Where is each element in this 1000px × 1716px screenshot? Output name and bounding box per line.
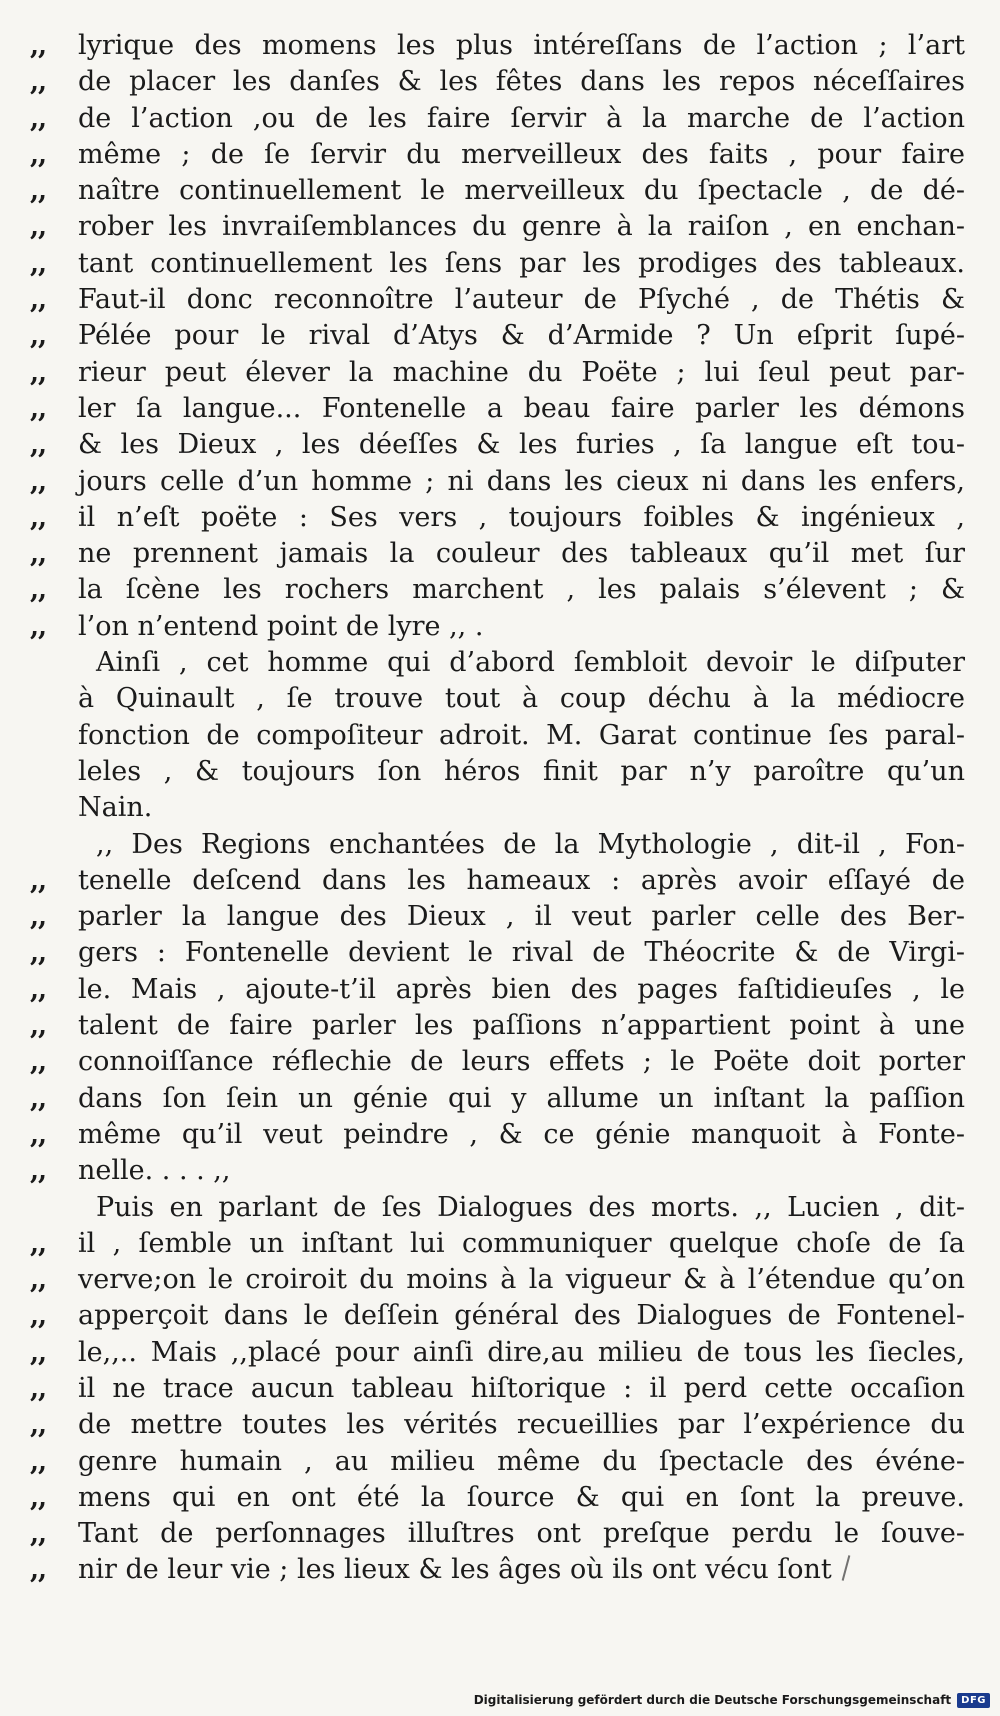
line-text: dans ſon ſein un génie qui y allume un inſtant la paſſion xyxy=(78,1082,965,1114)
text-line xyxy=(30,1407,965,1443)
line-text: Pélée pour le rival d’Atys & d’Armide ? Un eſprit ſupé- xyxy=(78,320,965,352)
quote-mark: ,, xyxy=(30,539,47,570)
text-line xyxy=(30,209,965,245)
text-line xyxy=(30,718,965,754)
text-line xyxy=(30,645,965,681)
line-text: Puis en parlant de ſes Dialogues des morts. ,, Lucien , dit- xyxy=(96,1191,965,1223)
text-line xyxy=(30,282,965,318)
line-text: genre humain , au milieu même du ſpectacle des événe- xyxy=(78,1445,965,1477)
quote-mark: ,, xyxy=(30,1555,47,1586)
text-line xyxy=(30,1298,965,1334)
quote-mark: ,, xyxy=(30,1047,47,1078)
quote-mark: ,, xyxy=(30,1519,47,1550)
text-line xyxy=(30,935,965,971)
line-text: Faut-il donc reconnoître l’auteur de Pſyché , de Thétis & xyxy=(78,284,965,316)
text-line xyxy=(30,464,965,500)
quote-mark: ,, xyxy=(30,31,47,61)
text-line xyxy=(30,427,965,463)
line-text: rober les invraiſemblances du genre à la raiſon , en enchan- xyxy=(78,211,965,243)
line-text: même ; de ſe ſervir du merveilleux des faits , pour faire xyxy=(78,138,965,170)
line-text: jours celle d’un homme ; ni dans les cieux ni dans les enfers, xyxy=(78,465,965,497)
text-line xyxy=(30,681,965,717)
line-text: il ne trace aucun tableau hiſtorique : il perd cette occaſion xyxy=(78,1372,965,1404)
text-line xyxy=(30,1371,965,1407)
text-line xyxy=(30,1117,965,1153)
text-line xyxy=(30,28,965,64)
text-line xyxy=(30,1262,965,1298)
quote-mark: ,, xyxy=(30,1156,47,1187)
text-line xyxy=(30,1516,965,1552)
text-line xyxy=(30,1008,965,1044)
quote-mark: ,, xyxy=(30,902,47,933)
quote-mark: ,, xyxy=(30,502,47,533)
text-line xyxy=(30,318,965,354)
line-text: ler ſa langue... Fontenelle a beau faire parler les démons xyxy=(78,392,965,424)
quote-mark: ,, xyxy=(30,974,47,1005)
text-line xyxy=(30,1335,965,1371)
line-text: l’on n’entend point de lyre ,, . xyxy=(78,610,484,642)
quote-mark: ,, xyxy=(30,139,47,170)
quote-mark: ,, xyxy=(30,1373,47,1404)
line-text: Nain. xyxy=(78,792,153,824)
digitization-credit xyxy=(474,1688,990,1712)
line-text: de l’action ,ou de les faire ſervir à la marche de l’action xyxy=(78,102,965,134)
text-line xyxy=(30,754,965,790)
text-line xyxy=(30,391,965,427)
credit-text: Digitalisierung gefördert durch die Deutsche Forschungsgemeinschaft xyxy=(473,1693,952,1707)
text-line xyxy=(30,827,965,863)
quote-mark: ,, xyxy=(30,248,47,279)
quote-mark: ,, xyxy=(30,1301,47,1332)
text-line xyxy=(30,536,965,572)
line-text: à Quinault , ſe trouve tout à coup déchu à la médiocre xyxy=(78,683,965,715)
quote-mark: ,, xyxy=(30,1228,47,1259)
line-text: verve;on le croiroit du moins à la vigueur & à l’étendue qu’on xyxy=(78,1264,965,1296)
text-line xyxy=(30,1081,965,1117)
line-text: naître continuellement le merveilleux du ſpectacle , de dé- xyxy=(78,175,965,207)
quote-mark: ,, xyxy=(30,212,47,243)
text-line xyxy=(30,101,965,137)
quote-mark: ,, xyxy=(30,1011,47,1042)
line-text: Tant de perſonnages illuſtres ont preſque perdu le ſouve- xyxy=(78,1518,965,1550)
line-text: Ainſi , cet homme qui d’abord ſembloit devoir le diſputer xyxy=(96,647,965,679)
quote-mark: ,, xyxy=(30,67,47,98)
line-text: de mettre toutes les vérités recueillies par l’expérience du xyxy=(78,1409,965,1441)
quote-mark: ,, xyxy=(30,285,47,316)
quote-mark: ,, xyxy=(30,575,47,606)
text-line xyxy=(30,1190,965,1226)
line-text: rieur peut élever la machine du Poëte ; lui ſeul peut par- xyxy=(78,356,965,388)
quote-mark: ,, xyxy=(30,1482,47,1513)
text-line xyxy=(30,863,965,899)
text-line xyxy=(30,972,965,1008)
line-text: de placer les danſes & les fêtes dans les repos néceſſaires xyxy=(78,66,965,98)
line-text: connoiſſance réflechie de leurs effets ; le Poëte doit porter xyxy=(78,1046,965,1078)
dfg-logo-icon: DFG xyxy=(957,1693,990,1708)
quote-mark: ,, xyxy=(30,321,47,352)
line-text: apperçoit dans le deſſein général des Dialogues de Fontenel- xyxy=(78,1300,965,1332)
line-text: le,,.. Mais ,,placé pour ainſi dire,au milieu de tous les ſiecles, xyxy=(78,1336,965,1368)
line-text: nir de leur vie ; les lieux & les âges où ils ont vécu ſont xyxy=(78,1554,832,1586)
line-text: le. Mais , ajoute-t’il après bien des pages faſtidieuſes , le xyxy=(78,973,965,1005)
text-line xyxy=(30,609,965,645)
quote-mark: ,, xyxy=(30,611,47,642)
line-text: lyrique des momens les plus intéreſſans de l’action ; l’art xyxy=(78,30,965,61)
line-text: talent de faire parler les paſſions n’appartient point à une xyxy=(78,1010,965,1042)
line-text: leles , & toujours ſon héros finit par n’y paroître qu’un xyxy=(78,755,965,787)
text-line xyxy=(30,1153,965,1189)
quote-mark: ,, xyxy=(30,357,47,388)
line-text: tant continuellement les ſens par les prodiges des tableaux. xyxy=(78,247,965,279)
quote-mark: ,, xyxy=(30,430,47,461)
quote-mark: ,, xyxy=(30,938,47,969)
text-line xyxy=(30,790,965,826)
text-line xyxy=(30,1444,965,1480)
quote-mark: ,, xyxy=(30,103,47,134)
text-line xyxy=(30,500,965,536)
text-line xyxy=(30,572,965,608)
text-line xyxy=(30,355,965,391)
quote-mark: ,, xyxy=(30,1410,47,1441)
line-text: mens qui en ont été la ſource & qui en ſont la preuve. xyxy=(78,1481,965,1513)
text-line xyxy=(30,1044,965,1080)
quote-mark: ,, xyxy=(30,466,47,497)
line-text: nelle. . . . ,, xyxy=(78,1155,231,1187)
line-text: & les Dieux , les déeſſes & les furies , ſa langue eſt tou- xyxy=(78,429,965,461)
text-line xyxy=(30,1480,965,1516)
line-text: ,, Des Regions enchantées de la Mythologie , dit-il , Fon- xyxy=(96,828,965,860)
line-text: parler la langue des Dieux , il veut parler celle des Ber- xyxy=(78,901,965,933)
line-text: même qu’il veut peindre , & ce génie manquoit à Fonte- xyxy=(78,1118,965,1150)
text-line xyxy=(30,246,965,282)
quote-mark: ,, xyxy=(30,1083,47,1114)
line-text: ne prennent jamais la couleur des tableaux qu’il met ſur xyxy=(78,538,965,570)
line-text: fonction de compoſiteur adroit. M. Garat continue ſes paral- xyxy=(78,719,965,751)
quote-mark: ,, xyxy=(30,865,47,896)
quote-mark: ,, xyxy=(30,176,47,207)
page-text xyxy=(30,28,965,1589)
text-line xyxy=(30,1226,965,1262)
text-line xyxy=(30,137,965,173)
text-line xyxy=(30,64,965,100)
line-text: gers : Fontenelle devient le rival de Théocrite & de Virgi- xyxy=(78,937,965,969)
line-text: il , ſemble un inſtant lui communiquer quelque choſe de ſa xyxy=(78,1227,965,1259)
text-line xyxy=(30,1552,965,1588)
quote-mark: ,, xyxy=(30,1337,47,1368)
line-text: tenelle deſcend dans les hameaux : après avoir eſſayé de xyxy=(78,864,965,896)
line-text: il n’eſt poëte : Ses vers , toujours foibles & ingénieux , xyxy=(78,501,965,533)
quote-mark: ,, xyxy=(30,1265,47,1296)
line-text: la ſcène les rochers marchent , les palais s’élevent ; & xyxy=(78,574,965,606)
text-line xyxy=(30,899,965,935)
text-line xyxy=(30,173,965,209)
quote-mark: ,, xyxy=(30,1119,47,1150)
quote-mark: ,, xyxy=(30,1446,47,1477)
quote-mark: ,, xyxy=(30,393,47,424)
